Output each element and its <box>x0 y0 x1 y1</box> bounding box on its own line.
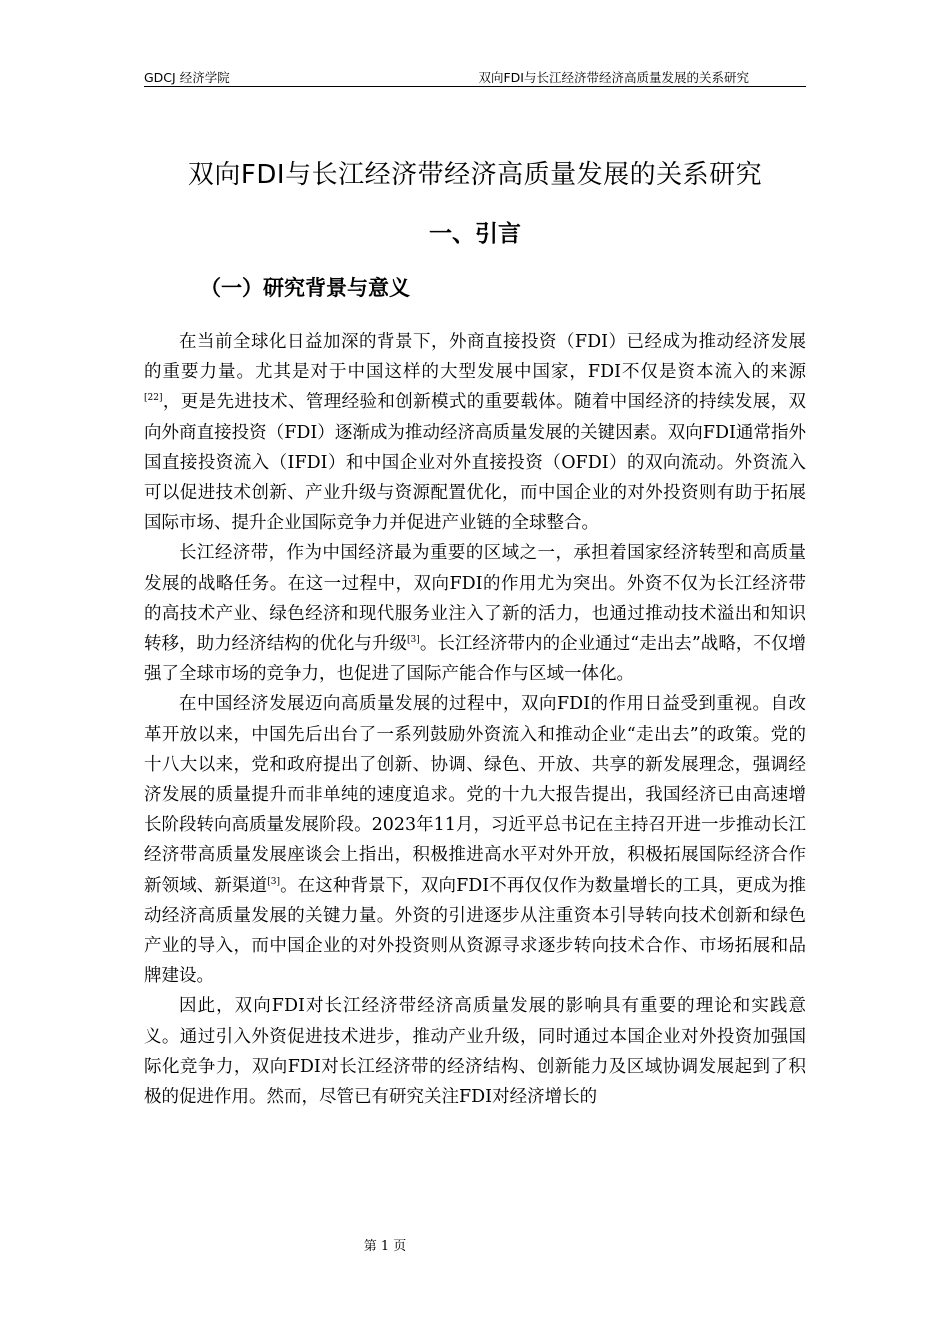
paragraph-text: 长江经济带，作为中国经济最为重要的区域之一，承担着国家经济转型和高质量发展的战略任务。在这一过程中，双向FDI的作用尤为突出。外资不仅为长江经济带的高技术产业、绿色经济和现代服务业注入了新的活力，也通过推动技术溢出和知识转移，助力经济结构的优化与升级 <box>144 543 806 655</box>
paragraph <box>144 538 806 689</box>
citation-ref: [3] <box>267 876 280 887</box>
paragraph-text: 因此，双向FDI对长江经济带经济高质量发展的影响具有重要的理论和实践意义。通过引入外资促进技术进步，推动产业升级，同时通过本国企业对外投资加强国际化竞争力，双向FDI对长江经济带的经济结构、创新能力及区域协调发展起到了积极的促进作用。然而，尽管已有研究关注FDI对经济增长的 <box>144 996 806 1108</box>
header-paper-title: 双向FDI与长江经济带经济高质量发展的关系研究 <box>478 70 749 85</box>
citation-ref: [3] <box>407 635 420 646</box>
paragraph-text: 在当前全球化日益加深的背景下，外商直接投资（FDI）已经成为推动经济发展的重要力量。尤其是对于中国这样的大型发展中国家，FDI不仅是资本流入的来源 <box>144 332 806 383</box>
paragraph <box>144 991 806 1112</box>
section-heading-introduction: 一、引言 <box>429 221 521 247</box>
header-institution: GDCJ 经济学院 <box>144 70 230 85</box>
paragraph-text: 。在这种背景下，双向FDI不再仅仅作为数量增长的工具，更成为推动经济高质量发展的关键力量。外资的引进逐步从注重资本引导转向技术创新和绿色产业的导入，而中国企业的对外投资则从资源寻求逐步转向技术合作、市场拓展和品牌建设。 <box>144 875 806 987</box>
page-header <box>144 68 806 87</box>
body-text <box>144 327 806 1112</box>
paragraph <box>144 689 806 991</box>
paragraph-text: ，更是先进技术、管理经验和创新模式的重要载体。随着中国经济的持续发展，双向外商直接投资（FDI）逐渐成为推动经济高质量发展的关键因素。双向FDI通常指外国直接投资流入（IFDI）和中国企业对外直接投资（OFDI）的双向流动。外资流入可以促进技术创新、产业升级与资源配置优化，而中国企业的对外投资则有助于拓展国际市场、提升企业国际竞争力并促进产业链的全球整合。 <box>144 392 806 534</box>
page-footer-number: 第 1 页 <box>363 1239 407 1254</box>
paragraph-text: 在中国经济发展迈向高质量发展的过程中，双向FDI的作用日益受到重视。自改革开放以来，中国先后出台了一系列鼓励外资流入和推动企业“走出去”的政策。党的十八大以来，党和政府提出了创新、协调、绿色、开放、共享的新发展理念，强调经济发展的质量提升而非单纯的速度追求。党的十九大报告提出，我国经济已由高速增长阶段转向高质量发展阶段。2023年11月，习近平总书记在主持召开进一步推动长江经济带高质量发展座谈会上指出，积极推进高水平对外开放，积极拓展国际经济合作新领域、新渠道 <box>144 694 806 896</box>
paper-title: 双向FDI与长江经济带经济高质量发展的关系研究 <box>187 160 763 190</box>
subsection-heading-background: （一）研究背景与意义 <box>200 276 410 300</box>
paragraph-text: 。长江经济带内的企业通过“走出去”战略，不仅增强了全球市场的竞争力，也促进了国际产能合作与区域一体化。 <box>144 634 806 685</box>
citation-ref: [22] <box>144 393 163 404</box>
paragraph <box>144 327 806 538</box>
